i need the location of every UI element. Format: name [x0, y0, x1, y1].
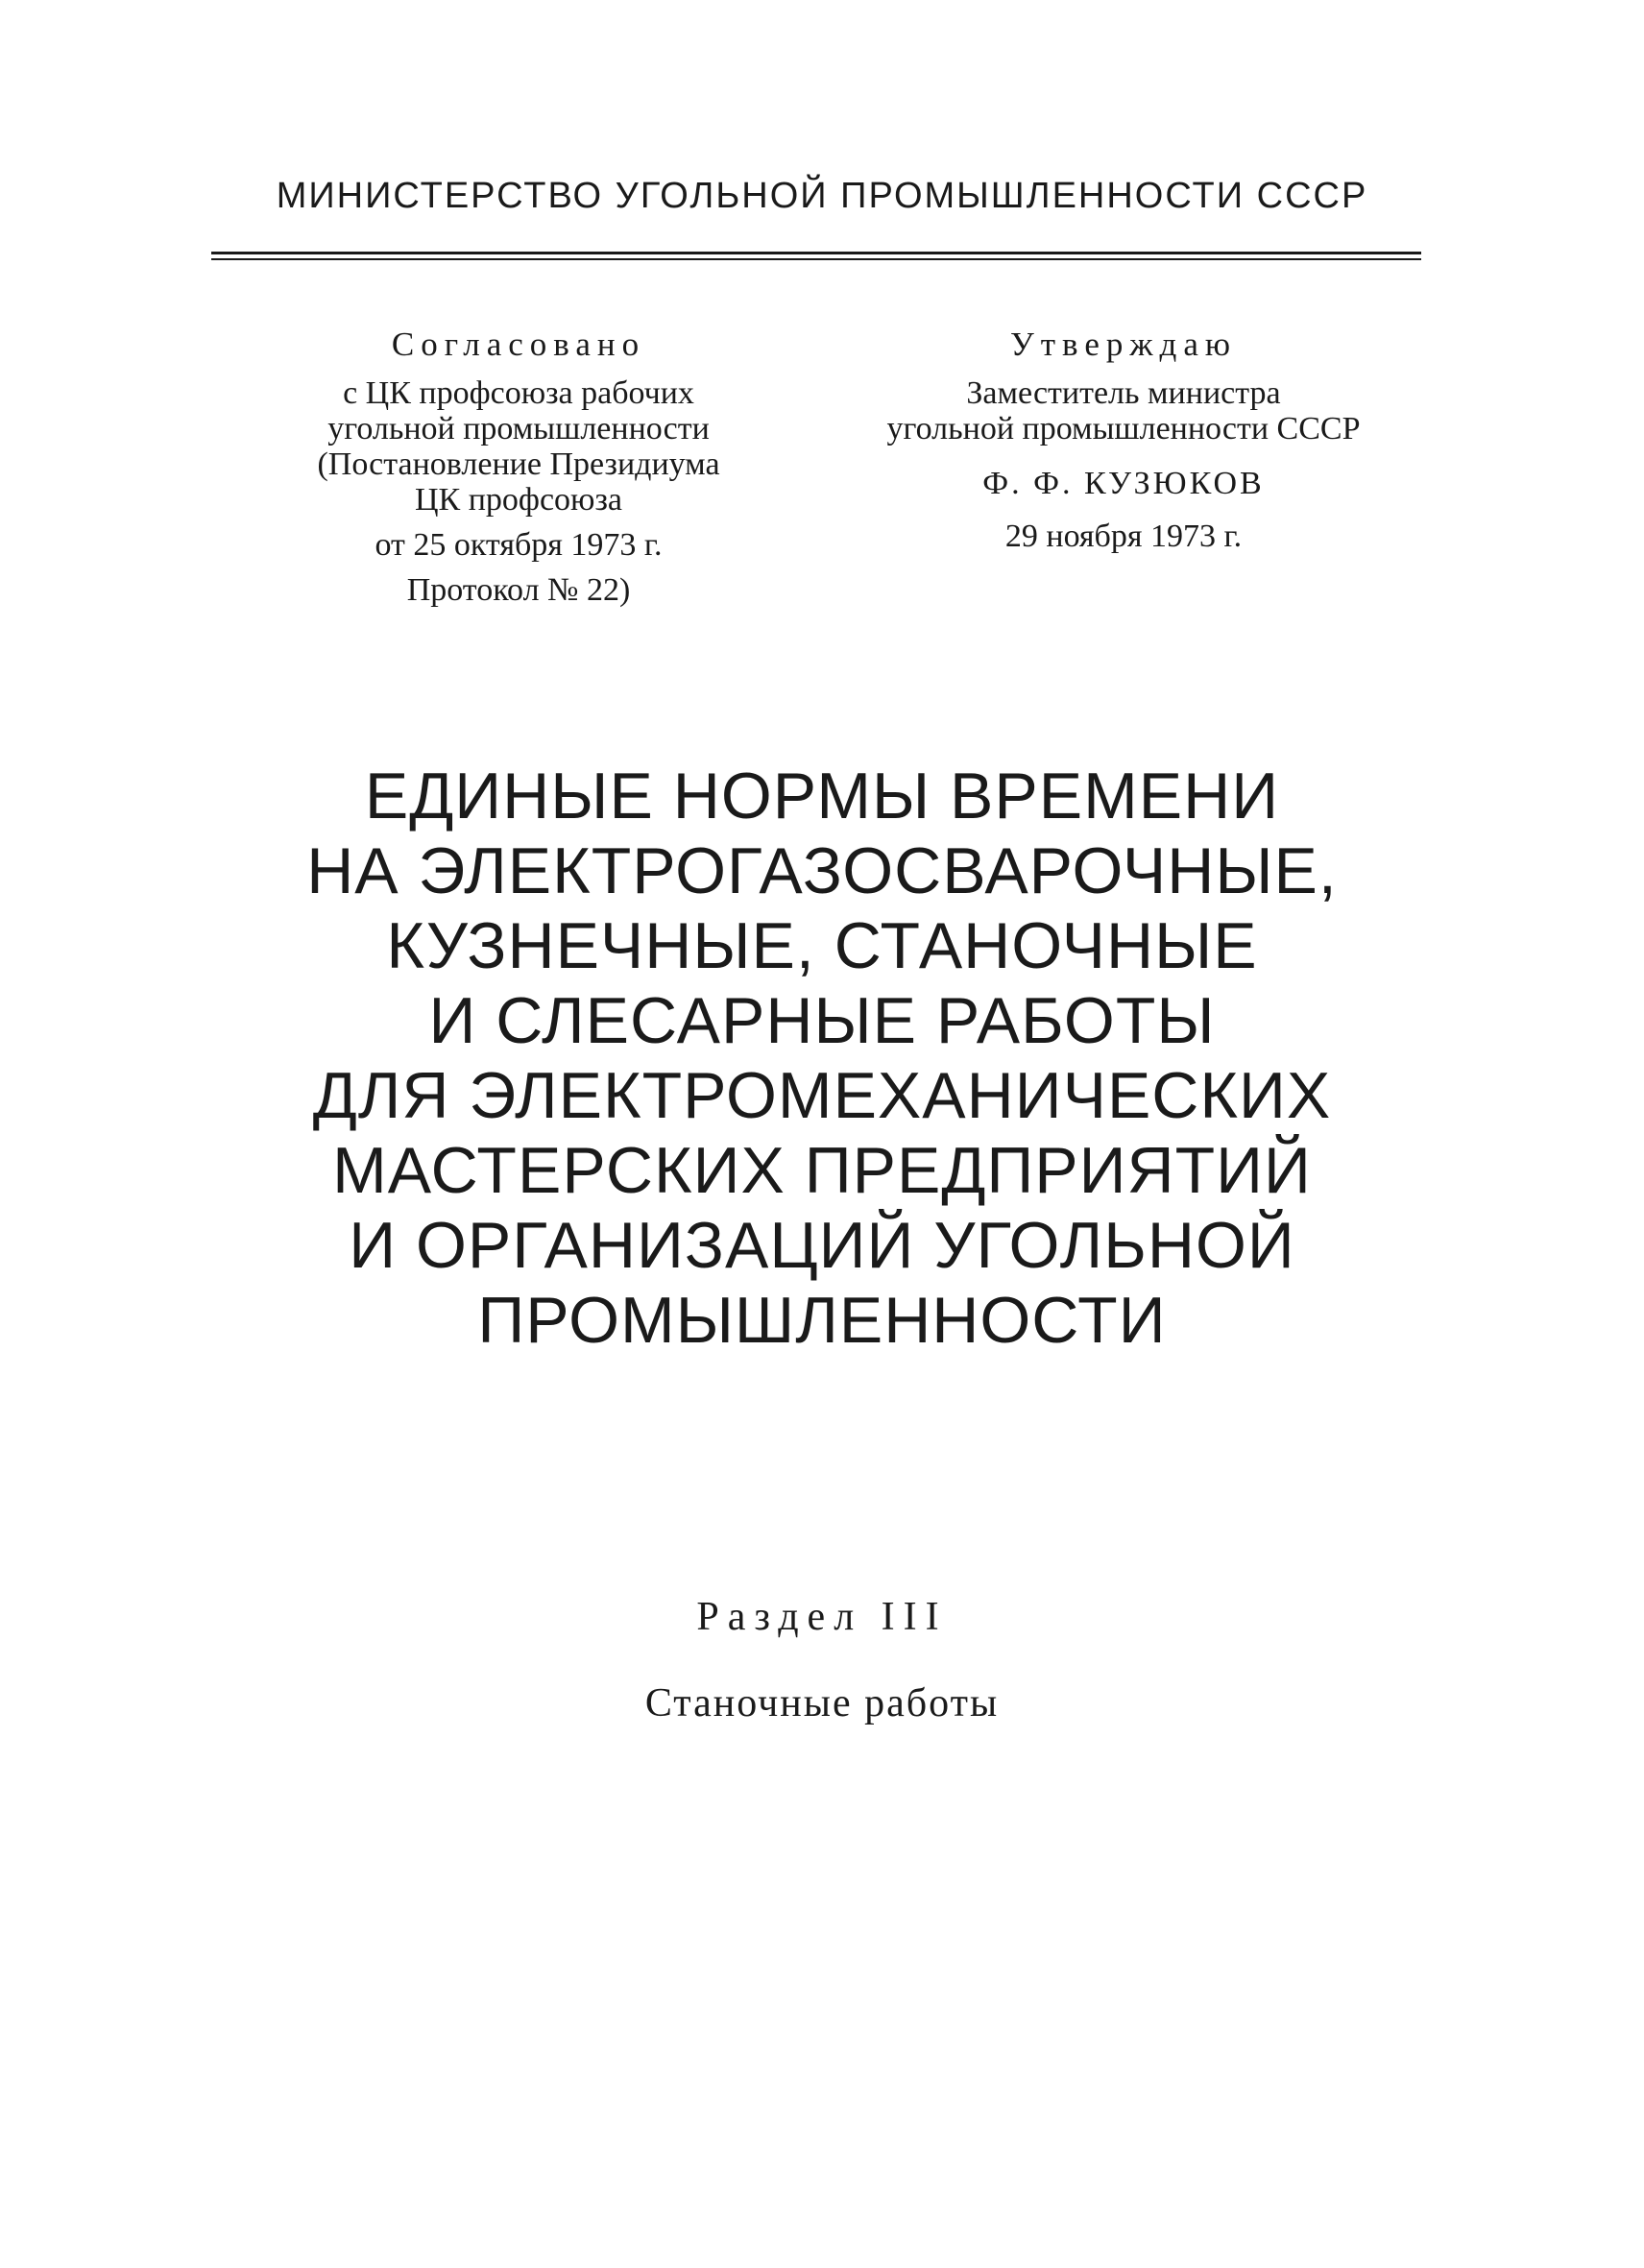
document-title: [0, 759, 1644, 1358]
header-rule-top: [211, 252, 1421, 254]
title-line: И ОРГАНИЗАЦИЙ УГОЛЬНОЙ: [349, 1209, 1295, 1282]
approved-line: угольной промышленности СССР: [886, 411, 1361, 446]
title-line: МАСТЕРСКИХ ПРЕДПРИЯТИЙ: [332, 1134, 1312, 1207]
agreed-line: угольной промышленности: [327, 411, 710, 446]
approved-line: Заместитель министра: [966, 375, 1281, 411]
title-line: И СЛЕСАРНЫЕ РАБОТЫ: [428, 984, 1216, 1057]
section-name: Станочные работы: [644, 1681, 1000, 1725]
approved-date: 29 ноября 1973 г.: [1004, 519, 1243, 554]
approval-approved-block: [826, 326, 1421, 554]
agreed-line: (Постановление Президиума: [317, 446, 720, 482]
header-rule-bottom: [211, 258, 1421, 260]
approved-person: Ф. Ф. КУЗЮКОВ: [982, 466, 1265, 501]
title-line: ДЛЯ ЭЛЕКТРОМЕХАНИЧЕСКИХ: [312, 1059, 1332, 1132]
approval-agreed-block: [250, 326, 787, 608]
title-line: ЕДИНЫЕ НОРМЫ ВРЕМЕНИ: [364, 760, 1280, 832]
title-line: КУЗНЕЧНЫЕ, СТАНОЧНЫЕ: [386, 909, 1258, 982]
agreed-line: ЦК профсоюза: [415, 482, 622, 518]
agreed-line: с ЦК профсоюза рабочих: [343, 375, 694, 411]
section-label: Раздел III: [696, 1595, 948, 1639]
agreed-date: от 25 октября 1973 г.: [375, 527, 663, 563]
title-line: ПРОМЫШЛЕННОСТИ: [477, 1284, 1167, 1357]
ministry-header: МИНИСТЕРСТВО УГОЛЬНОЙ ПРОМЫШЛЕННОСТИ СССР: [276, 176, 1368, 216]
title-line: НА ЭЛЕКТРОГАЗОСВАРОЧНЫЕ,: [306, 834, 1338, 907]
approved-heading: Утверждаю: [1009, 326, 1238, 363]
agreed-heading: Согласовано: [391, 326, 646, 363]
agreed-protocol: Протокол № 22): [406, 572, 631, 608]
